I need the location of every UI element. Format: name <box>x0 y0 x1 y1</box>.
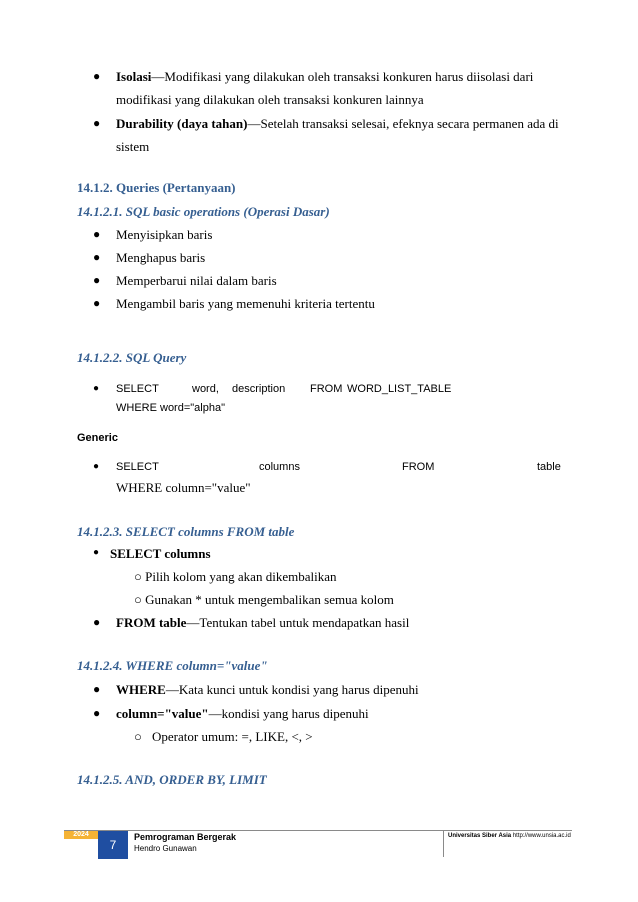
and-order-heading: 14.1.2.5. AND, ORDER BY, LIMIT <box>77 772 267 787</box>
circle-bullet-icon: ○ <box>134 729 142 744</box>
bullet-icon: ● <box>93 227 101 241</box>
generic-select: SELECT <box>116 461 159 473</box>
where-heading: 14.1.2.4. WHERE column="value" <box>77 658 268 673</box>
generic-label: Generic <box>77 432 118 444</box>
generic-columns: columns <box>259 461 300 473</box>
where-item: WHERE—Kata kunci untuk kondisi yang harus dipenuhi <box>116 682 419 697</box>
isolasi-line1: Isolasi—Modifikasi yang dilakukan oleh transaksi konkuren harus diisolasi dari <box>116 69 534 84</box>
bullet-icon: ● <box>93 706 101 720</box>
durability-line1: Durability (daya tahan)—Setelah transaksi selesai, efeknya secara permanen ada di <box>116 116 559 131</box>
bullet-icon: ● <box>93 682 101 696</box>
year-badge: 2024 <box>64 831 98 839</box>
author-name: Hendro Gunawan <box>134 844 197 853</box>
sql-query-heading: 14.1.2.2. SQL Query <box>77 350 187 365</box>
durability-line2: sistem <box>116 139 150 154</box>
select-columns-heading: 14.1.2.3. SELECT columns FROM table <box>77 524 295 539</box>
column-value-item: column="value"—kondisi yang harus dipenuhi <box>116 706 369 721</box>
sub-item: ○ Gunakan * untuk mengembalikan semua kolom <box>134 592 394 607</box>
footer-divider <box>64 830 572 831</box>
query-where: WHERE word="alpha" <box>116 402 225 414</box>
list-item: Menghapus baris <box>116 250 206 265</box>
generic-table: table <box>537 461 561 473</box>
query-keyword-from: FROM <box>310 383 343 395</box>
list-item: Mengambil baris yang memenuhi kriteria tertentu <box>116 296 375 311</box>
list-item: Memperbarui nilai dalam baris <box>116 273 277 288</box>
query-keyword-select: SELECT <box>116 383 159 395</box>
basic-ops-heading: 14.1.2.1. SQL basic operations (Operasi Dasar) <box>77 204 330 219</box>
query-table: WORD_LIST_TABLE <box>347 383 452 395</box>
sub-item: ○ Pilih kolom yang akan dikembalikan <box>134 569 337 584</box>
generic-from: FROM <box>402 461 435 473</box>
isolasi-line2: modifikasi yang dilakukan oleh transaksi konkuren lainnya <box>116 92 424 107</box>
list-item: Menyisipkan baris <box>116 227 213 242</box>
from-table-item: FROM table—Tentukan tabel untuk mendapatkan hasil <box>116 615 410 630</box>
bullet-icon: ● <box>93 273 101 287</box>
course-title: Pemrograman Bergerak <box>134 832 237 842</box>
footer-separator <box>443 831 444 857</box>
page-number: 7 <box>98 831 128 859</box>
bullet-icon: ● <box>93 615 101 629</box>
university-info: Universitas Siber Asia http://www.unsia.ac.id <box>448 833 571 839</box>
query-description: description <box>232 383 286 395</box>
bullet-icon: ● <box>93 250 101 264</box>
select-columns-label: SELECT columns <box>110 546 211 561</box>
queries-heading: 14.1.2. Queries (Pertanyaan) <box>77 180 236 195</box>
query-word: word, <box>192 383 219 395</box>
bullet-icon: ● <box>93 116 101 130</box>
operators-item: Operator umum: =, LIKE, <, > <box>152 729 313 744</box>
bullet-icon: ● <box>93 461 100 472</box>
bullet-icon: ● <box>93 69 101 83</box>
bullet-icon: ● <box>93 547 100 558</box>
bullet-icon: ● <box>93 296 101 310</box>
generic-where: WHERE column="value" <box>116 480 251 495</box>
bullet-icon: ● <box>93 383 100 394</box>
